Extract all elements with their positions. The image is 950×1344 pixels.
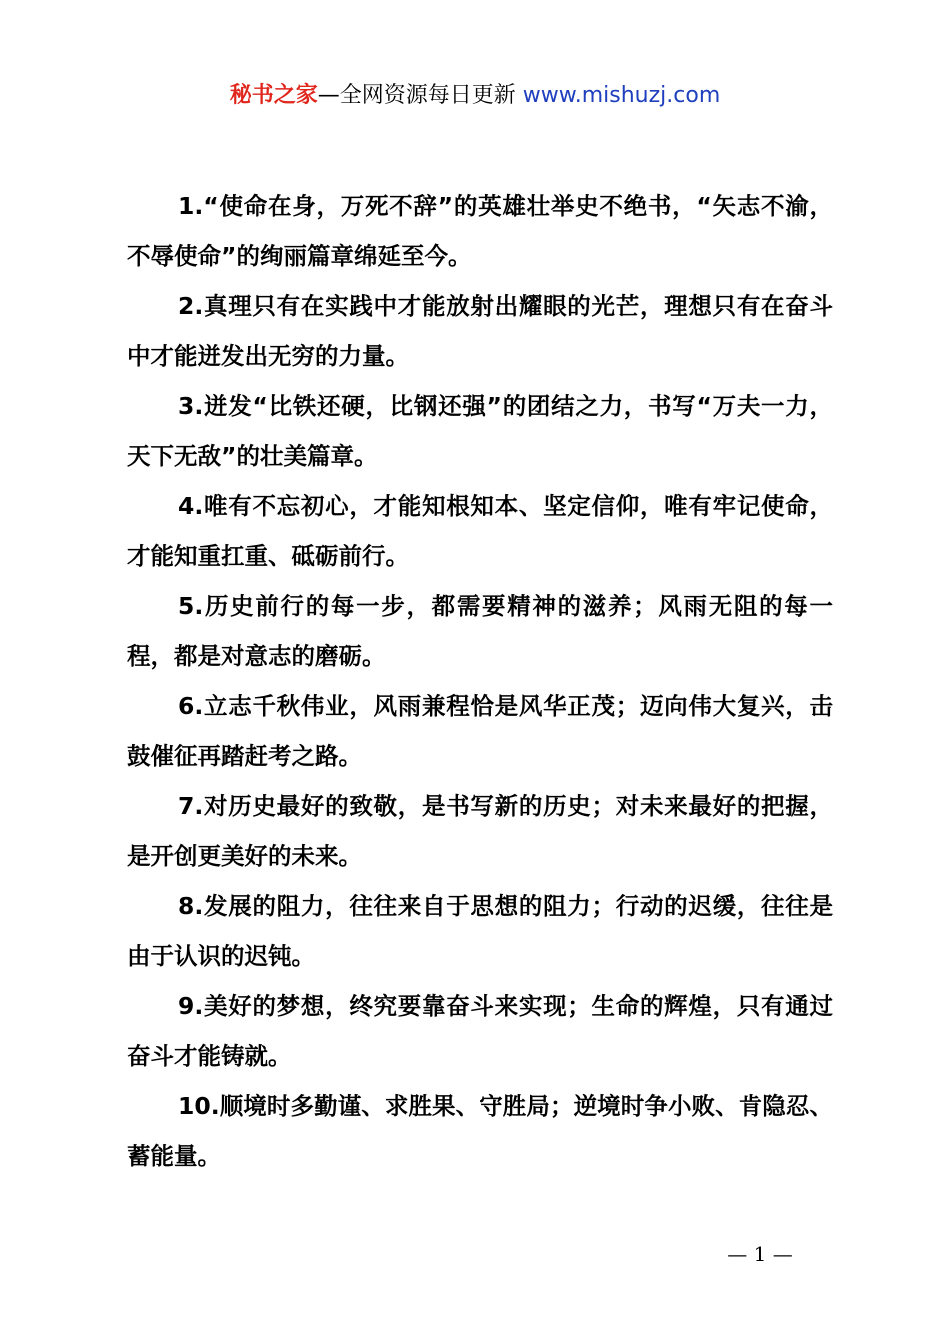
paragraph-2: 2.真理只有在实践中才能放射出耀眼的光芒，理想只有在奋斗中才能迸发出无穷的力量。	[127, 292, 833, 370]
paragraph-3: 3.迸发“比铁还硬，比钢还强”的团结之力，书写“万夫一力，天下无敌”的壮美篇章。	[127, 392, 833, 470]
paragraph-4: 4.唯有不忘初心，才能知根知本、坚定信仰，唯有牢记使命，才能知重扛重、砥砺前行。	[127, 492, 833, 570]
paragraph-9: 9.美好的梦想，终究要靠奋斗来实现；生命的辉煌，只有通过奋斗才能铸就。	[127, 992, 833, 1070]
document-body	[127, 181, 833, 1181]
paragraph-6: 6.立志千秋伟业，风雨兼程恰是风华正茂；迈向伟大复兴，击鼓催征再踏赶考之路。	[127, 692, 833, 770]
header-url-link[interactable]: www.mishuzj.com	[522, 83, 721, 108]
header-brand: 秘书之家	[229, 83, 318, 108]
paragraph-8: 8.发展的阻力，往往来自于思想的阻力；行动的迟缓，往往是由于认识的迟钝。	[127, 892, 833, 970]
paragraph-7: 7.对历史最好的致敬，是书写新的历史；对未来最好的把握，是开创更美好的未来。	[127, 792, 833, 870]
page-number: — 1 —	[727, 1242, 793, 1266]
paragraph-5: 5.历史前行的每一步，都需要精神的滋养；风雨无阻的每一程，都是对意志的磨砺。	[127, 592, 833, 670]
paragraph-10: 10.顺境时多勤谨、求胜果、守胜局；逆境时争小败、肯隐忍、蓄能量。	[127, 1092, 833, 1170]
page-header	[0, 80, 950, 112]
paragraph-1: 1.“使命在身，万死不辞”的英雄壮举史不绝书，“矢志不渝，不辱使命”的绚丽篇章绵延至今。	[127, 192, 833, 270]
header-slogan: —全网资源每日更新	[317, 83, 523, 108]
